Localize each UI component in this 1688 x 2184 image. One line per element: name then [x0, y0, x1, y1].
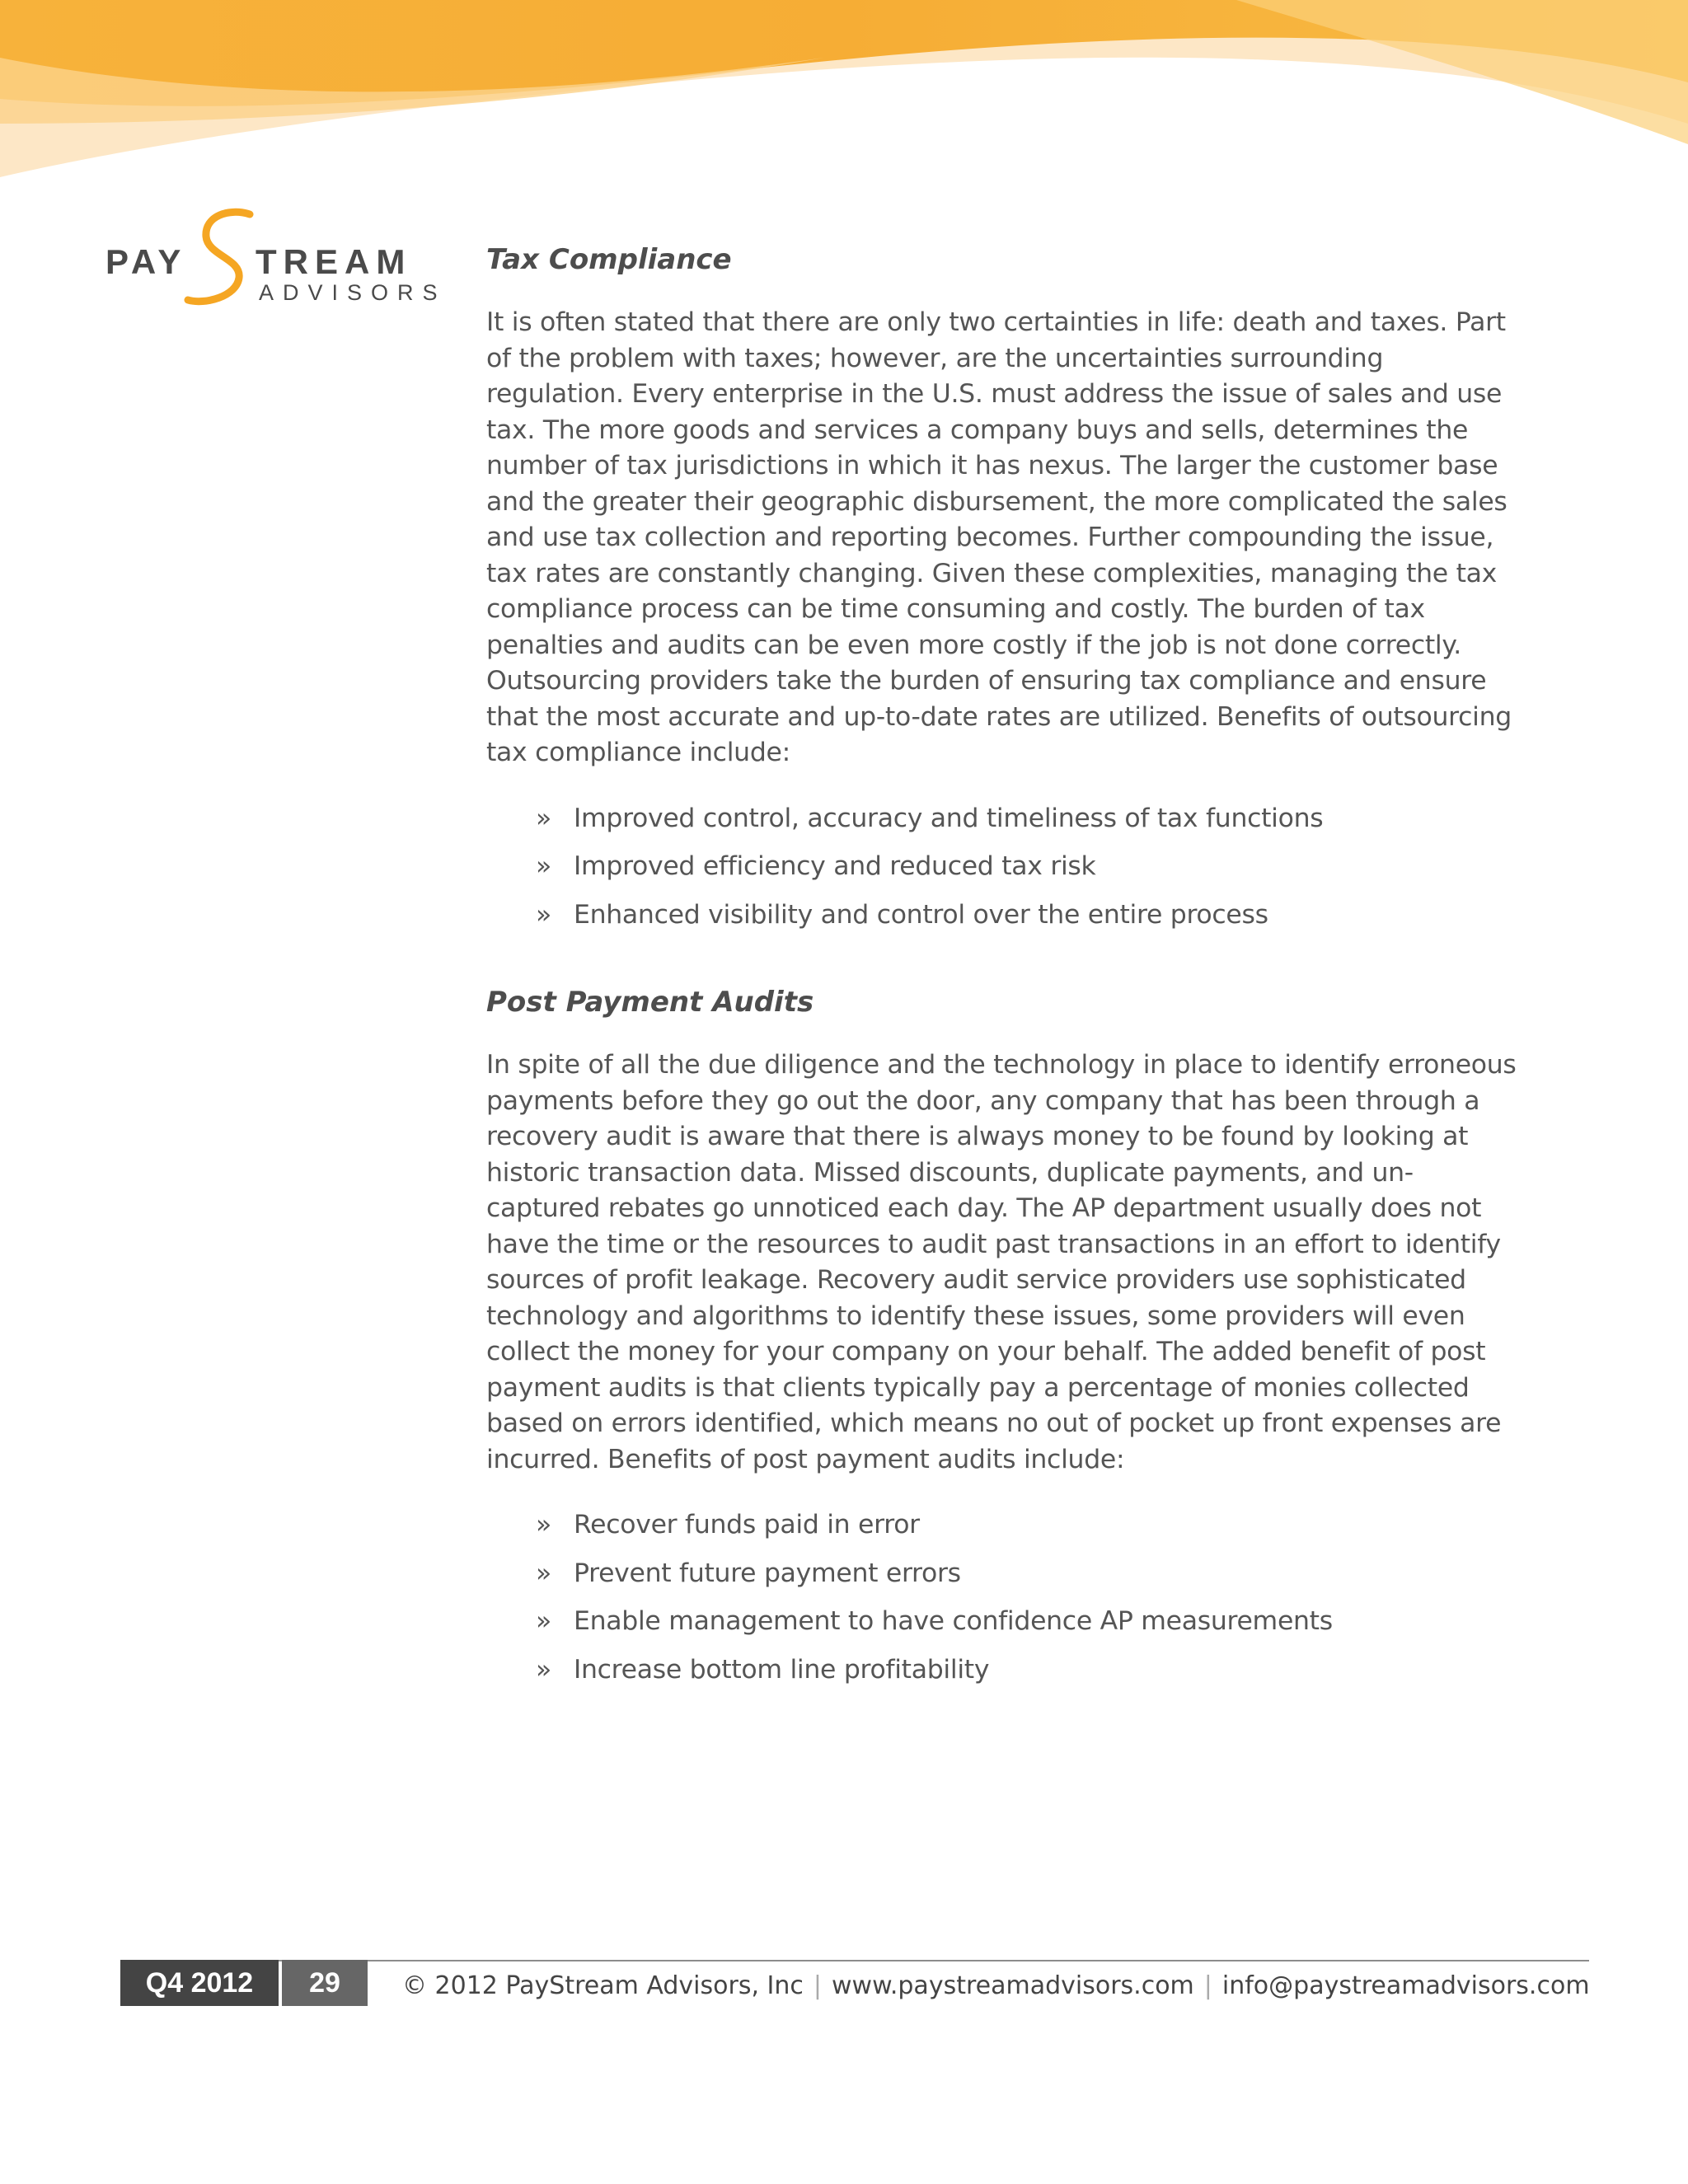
list-item	[486, 794, 1525, 843]
footer-page-number: 29	[282, 1960, 368, 2006]
bullet-chevron-icon: »	[536, 1606, 551, 1636]
list-item	[486, 1549, 1525, 1598]
logo-swoosh-s-icon	[171, 208, 262, 311]
list-item	[486, 1501, 1525, 1549]
list-item-text: Increase bottom line profitability	[574, 1654, 990, 1685]
logo-text-advisors: ADVISORS	[259, 280, 447, 305]
header-wave-decoration	[0, 0, 1688, 190]
bullet-list	[486, 794, 1525, 940]
list-item	[486, 1597, 1525, 1646]
paystream-logo	[106, 208, 447, 315]
section-heading: Tax Compliance	[486, 243, 732, 276]
list-item-text: Improved efficiency and reduced tax risk	[574, 851, 1096, 881]
list-item-text: Recover funds paid in error	[574, 1510, 920, 1540]
section-tax-compliance	[486, 239, 1525, 939]
list-item	[486, 891, 1525, 940]
bullet-chevron-icon: »	[536, 803, 551, 833]
footer-issue-badge: Q4 2012	[120, 1960, 279, 2006]
bullet-chevron-icon: »	[536, 899, 551, 930]
bullet-list	[486, 1501, 1525, 1694]
list-item-text: Enable management to have confidence AP measurements	[574, 1606, 1333, 1636]
footer-copyright: © 2012 PayStream Advisors, Inc	[402, 1971, 804, 2000]
section-paragraph: In spite of all the due diligence and the technology in place to identify erroneous payments before they go out the door, any company that has been through a recovery audit is aware that there is always money to be found by looking at historic transaction data. Missed discounts, duplicate payments, and un-captured rebates go unnoticed each day. The AP department usually does not have the time or the resources to audit past transactions in an effort to identify sources of profit leakage. Recovery audit service providers use sophisticated technology and algorithms to identify these issues, some providers will even collect the money for your company on your behalf. The added benefit of post payment audits is that clients typically pay a percentage of monies collected based on errors identified, which means no out of pocket up front expenses are incurred. Benefits of post payment audits include:	[486, 1050, 1517, 1474]
footer-website-link[interactable]: www.paystreamadvisors.com	[832, 1971, 1194, 2000]
list-item	[486, 842, 1525, 891]
bullet-chevron-icon: »	[536, 851, 551, 881]
article-content	[486, 239, 1525, 1694]
bullet-chevron-icon: »	[536, 1558, 551, 1588]
bullet-chevron-icon: »	[536, 1654, 551, 1685]
list-item-text: Prevent future payment errors	[574, 1558, 961, 1588]
list-item-text: Improved control, accuracy and timeliness of tax functions	[574, 803, 1324, 833]
footer-email-link[interactable]: info@paystreamadvisors.com	[1221, 1971, 1590, 2000]
logo-text-pay: PAY	[106, 242, 186, 281]
footer-contact	[402, 1971, 1590, 2000]
section-paragraph: It is often stated that there are only two certainties in life: death and taxes. Part of the problem with taxes; however, are the uncertainties surrounding regulation. Every enterprise in the U.S. must address the issue of sales and use tax. The more goods and services a company buys and sells, determines the number of tax jurisdictions in which it has nexus. The larger the customer base and the greater their geographic disbursement, the more complicated the sales and use tax collection and reporting becomes. Further compounding the issue, tax rates are constantly changing. Given these complexities, managing the tax compliance process can be time consuming and costly. The burden of tax penalties and audits can be even more costly if the job is not done correctly. Outsourcing providers take the burden of ensuring tax compliance and ensure that the most accurate and up-to-date rates are utilized. Benefits of outsourcing tax compliance include:	[486, 307, 1512, 767]
footer-separator: |	[1203, 1971, 1212, 2000]
bullet-chevron-icon: »	[536, 1510, 551, 1540]
logo-text-tream: TREAM	[256, 242, 412, 281]
footer-separator: |	[813, 1971, 822, 2000]
section-heading: Post Payment Audits	[486, 986, 814, 1019]
list-item	[486, 1646, 1525, 1694]
section-post-payment-audits	[486, 982, 1525, 1694]
list-item-text: Enhanced visibility and control over the entire process	[574, 899, 1268, 930]
